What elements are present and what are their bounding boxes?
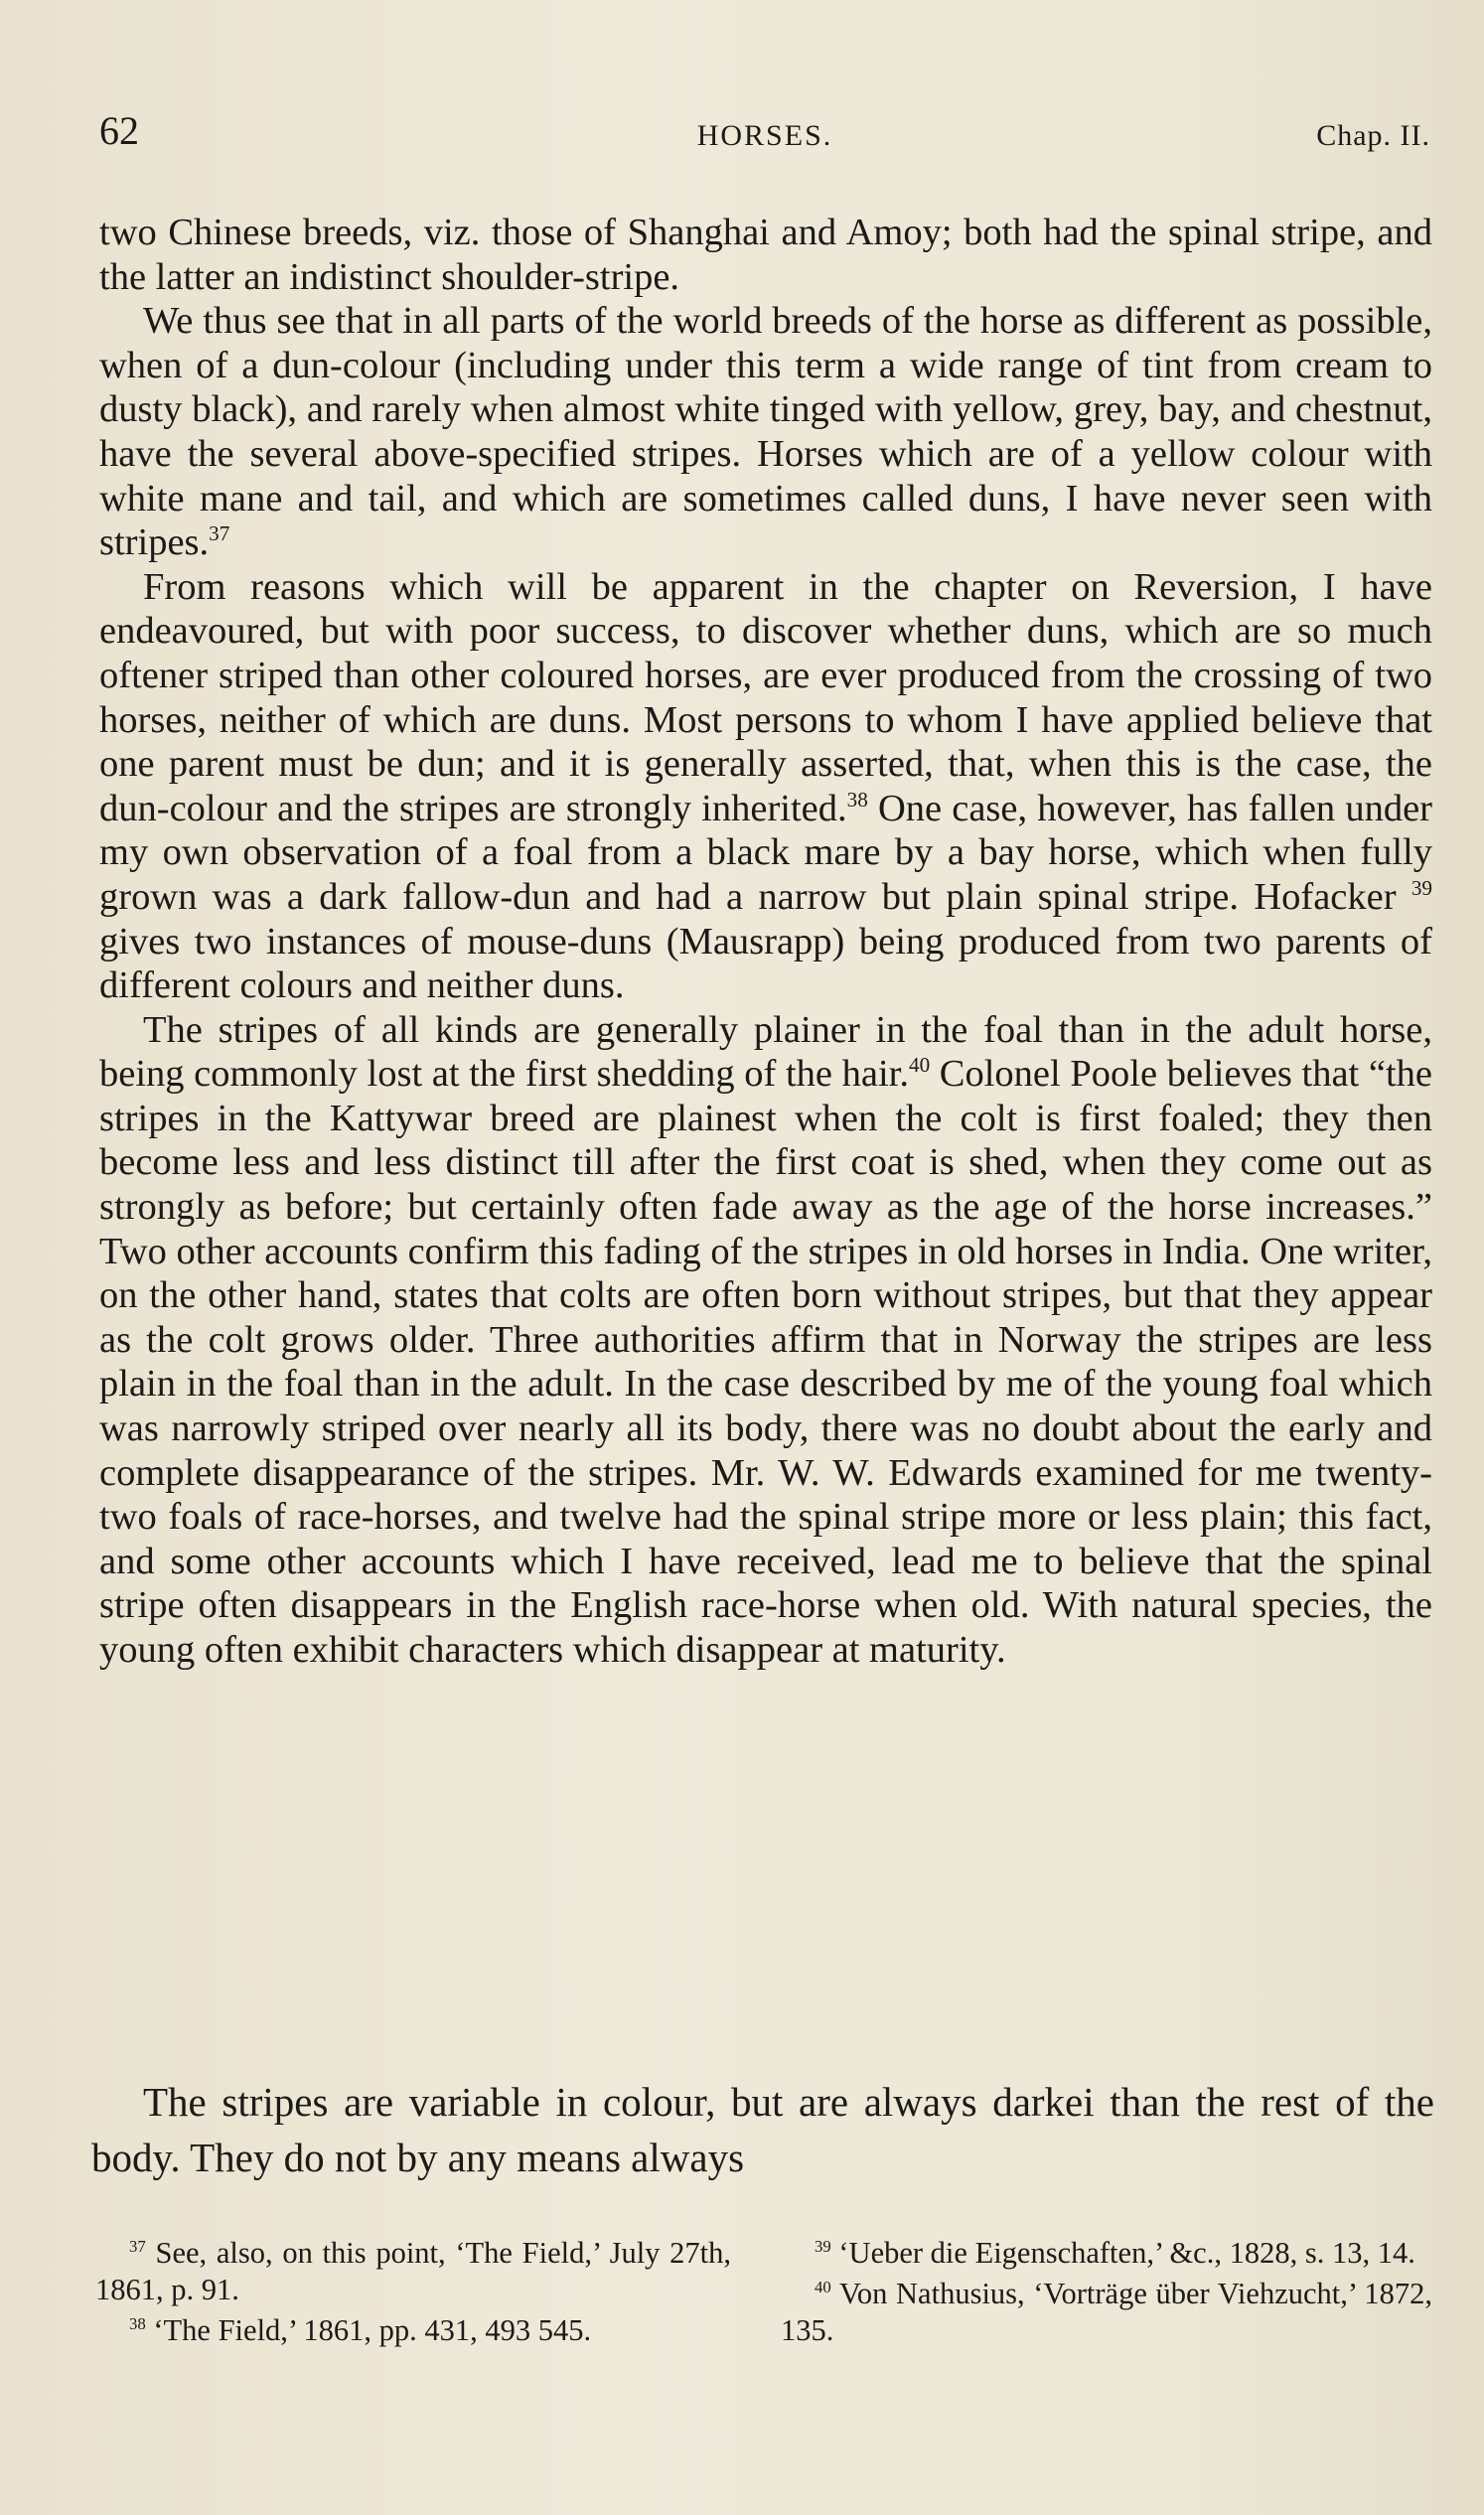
paragraph: [99, 211, 1432, 299]
paragraph: [99, 1008, 1432, 1673]
paragraph-text: Colonel Poole believes that “the stripes in the Kattywar breed are plainest when the colt is first foaled; they then become less and less distinct till after the first coat is shed, when they come out as strongly as before; but certainly often fade away as the age of the horse increases.” Two other accounts confirm this fading of the stripes in old horses in India. One writer, on the other hand, states that colts are often born without stripes, but that they appear as the colt grows older. Three authorities affirm that in Norway the stripes are less plain in the foal than in the adult. In the case described by me of the young foal which was narrowly striped over nearly all its body, there was no doubt about the early and complete disappearance of the stripes. Mr. W. W. Edwards examined for me twenty-two foals of race-horses, and twelve had the spinal stripe more or less plain; this fact, and some other accounts which I have received, lead me to believe that the spinal stripe often disappears in the English race-horse when old. With natural species, the young often exhibit characters which disappear at maturity.: [99, 1053, 1432, 1671]
footnote-text: ‘Ueber die Eigenschaften,’ &c., 1828, s. 13, 14.: [838, 2236, 1415, 2270]
footnote: [781, 2276, 1432, 2349]
footnote-text: See, also, on this point, ‘The Field,’ July 27th, 1861, p. 91.: [95, 2236, 731, 2306]
footnote: [95, 2312, 731, 2349]
footnote: [95, 2235, 731, 2308]
footnote-ref: 37: [209, 521, 230, 546]
body-text: [99, 211, 1432, 1673]
footnote-number: 37: [129, 2236, 146, 2256]
paragraph: [99, 299, 1432, 565]
paragraph-text: The stripes are variable in colour, but are always darkei than the rest of the body. They do not by any means always: [91, 2079, 1434, 2180]
footnote-number: 40: [815, 2277, 831, 2296]
footnote: [781, 2235, 1432, 2272]
footnote-ref: 39: [1410, 876, 1432, 901]
paragraph-text: From reasons which will be apparent in the chapter on Reversion, I have endeavoured, but with poor success, to discover whether duns, which are so much oftener striped than other coloured horses, are ever produced from the crossing of two horses, neither of which are duns. Most persons to whom I have applied believe that one parent must be dun; and it is generally asserted, that, when this is the case, the dun-colour and the stripes are strongly inherited.: [99, 565, 1432, 829]
chapter-label: Chap. II.: [1316, 119, 1430, 152]
footnotes-right-column: [781, 2235, 1432, 2353]
running-title: HORSES.: [696, 119, 833, 152]
paragraph-text: We thus see that in all parts of the world breeds of the horse as different as possible, when of a dun-colour (including under this term a wide range of tint from cream to dusty black), and rarely when almost white tinged with yellow, grey, bay, and chestnut, have the several above-specified stripes. Horses which are of a yellow colour with white mane and tail, and which are sometimes called duns, I have never seen with stripes.: [99, 300, 1432, 564]
footnote-number: 39: [815, 2236, 831, 2256]
footnote-text: ‘The Field,’ 1861, pp. 431, 493 545.: [153, 2313, 592, 2347]
footnote-text: Von Nathusius, ‘Vorträge über Viehzucht,’ 1872, 135.: [781, 2277, 1432, 2347]
footnote-number: 38: [129, 2313, 146, 2333]
paragraph-text: The stripes of all kinds are generally plainer in the foal than in the adult horse, being commonly lost at the first shedding of the hair.: [99, 1008, 1432, 1096]
footnotes-left-column: [95, 2235, 731, 2353]
footnote-ref: 40: [909, 1053, 931, 1078]
paragraph-text: One case, however, has fallen under my own observation of a foal from a black mare by a bay horse, which when fully grown was a dark fallow-dun and had a narrow but plain spinal stripe. Hofacker: [99, 787, 1432, 918]
paragraph-text: gives two instances of mouse-duns (Mausrapp) being produced from two parents of different colours and neither duns.: [99, 920, 1432, 1007]
page-number: 62: [99, 108, 139, 153]
paragraph: [99, 565, 1432, 1008]
paragraph-text: two Chinese breeds, viz. those of Shanghai and Amoy; both had the spinal stripe, and the latter an indistinct shoulder-stripe.: [99, 212, 1432, 298]
page-header: [99, 107, 1430, 167]
footnote-ref: 38: [846, 787, 868, 812]
continuation-paragraph: [91, 2074, 1434, 2185]
